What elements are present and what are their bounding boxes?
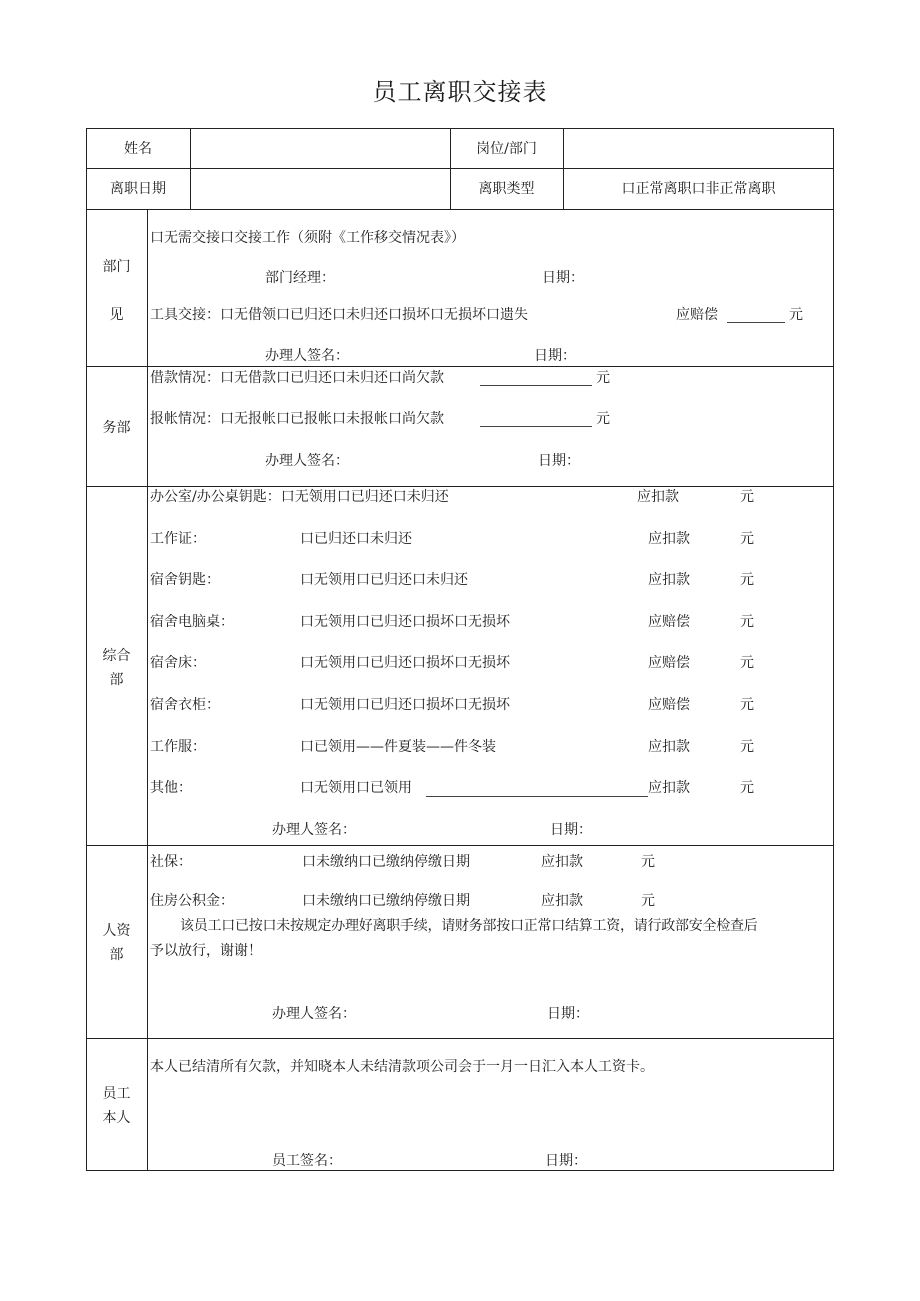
admin-item-computer-desk: 宿舍电脑桌： [150, 614, 234, 630]
leave-date-label: 离职日期 [110, 181, 166, 197]
name-field[interactable] [196, 140, 446, 160]
admin-item-office-key-amount: 应扣款 [637, 489, 679, 505]
reimburse-amount-field[interactable] [480, 426, 592, 427]
reimburse-options[interactable]: 报帐情况：口无报帐口已报帐口未报帐口尚欠款 [150, 411, 444, 427]
admin-item-wardrobe-unit: 元 [740, 697, 754, 713]
reimburse-amount-unit: 元 [596, 411, 610, 427]
admin-signer-label: 办理人签名： [272, 822, 356, 838]
tool-compensate-field[interactable] [727, 322, 785, 323]
admin-item-office-key[interactable]: 办公室/办公桌钥匙：口无领用口已归还口未归还 [150, 489, 449, 505]
hr-section-label-2: 部 [109, 947, 124, 963]
admin-item-work-card-options[interactable]: 口已归还口未归还 [300, 531, 412, 547]
col-divider [190, 128, 191, 209]
employee-section-label-2: 本人 [102, 1110, 131, 1126]
dept-manager-date-label: 日期： [542, 270, 584, 286]
admin-item-bed-unit: 元 [740, 655, 754, 671]
housing-fund-unit: 元 [641, 893, 655, 909]
hr-section-label-1: 人资 [102, 923, 131, 939]
admin-item-uniform-amount: 应扣款 [648, 739, 690, 755]
social-insurance-amount: 应扣款 [541, 854, 583, 870]
admin-item-office-key-unit: 元 [740, 489, 754, 505]
tool-handover-options[interactable]: 工具交接：口无借领口已归还口未归还口损坏口无损坏口遗失 [150, 307, 528, 323]
finance-section-label: 务部 [102, 420, 131, 436]
hr-signer-label: 办理人签名： [272, 1006, 356, 1022]
loan-options[interactable]: 借款情况：口无借款口已归还口未归还口尚欠款 [150, 370, 444, 386]
row-divider [86, 486, 834, 487]
work-handover-options[interactable]: 口无需交接口交接工作（须附《工作移交情况表》） [150, 230, 465, 246]
housing-fund-options[interactable]: 口未缴纳口已缴纳停缴日期 [302, 893, 470, 909]
admin-item-work-card: 工作证： [150, 531, 206, 547]
admin-item-wardrobe-options[interactable]: 口无领用口已归还口损坏口无损坏 [300, 697, 510, 713]
loan-amount-field[interactable] [480, 385, 592, 386]
row-divider [86, 1038, 834, 1039]
admin-item-dorm-key-options[interactable]: 口无领用口已归还口未归还 [300, 572, 468, 588]
admin-item-wardrobe-amount: 应赔偿 [648, 697, 690, 713]
housing-fund-label: 住房公积金： [150, 893, 234, 909]
col-divider [147, 209, 148, 1171]
hr-note-line-1[interactable]: 该员工口已按口未按规定办理好离职手续，请财务部按口正常口结算工资，请行政部安全检查后 [180, 918, 758, 934]
post-label: 岗位/部门 [476, 141, 537, 157]
row-divider [86, 168, 834, 169]
dept-section-label-2: 见 [109, 307, 124, 323]
admin-item-wardrobe: 宿舍衣柜： [150, 697, 220, 713]
finance-signer-label: 办理人签名： [265, 453, 349, 469]
form-table [86, 128, 834, 1171]
admin-item-uniform-unit: 元 [740, 739, 754, 755]
hr-signer-date-label: 日期： [547, 1006, 589, 1022]
admin-item-dorm-key: 宿舍钥匙： [150, 572, 220, 588]
employee-statement: 本人已结清所有欠款，并知晓本人未结清款项公司会于一月一日汇入本人工资卡。 [150, 1059, 654, 1075]
tool-compensate-label: 应赔偿 [676, 307, 718, 323]
leave-type-label: 离职类型 [478, 181, 535, 197]
employee-signer-date-label: 日期： [545, 1153, 587, 1169]
admin-item-uniform: 工作服： [150, 739, 206, 755]
admin-item-other: 其他： [150, 780, 192, 796]
leave-date-field[interactable] [196, 180, 446, 200]
admin-item-work-card-unit: 元 [740, 531, 754, 547]
dept-signer-label: 办理人签名： [265, 348, 349, 364]
admin-section-label-2: 部 [109, 672, 124, 688]
name-label: 姓名 [124, 141, 152, 157]
employee-signer-label: 员工签名： [272, 1153, 342, 1169]
post-field[interactable] [569, 140, 829, 160]
hr-note-line-2: 予以放行，谢谢！ [150, 943, 262, 959]
finance-signer-date-label: 日期： [538, 453, 580, 469]
page-title: 员工离职交接表 [372, 78, 548, 106]
admin-section-label-1: 综合 [102, 648, 131, 664]
row-divider [86, 845, 834, 846]
tool-compensate-unit: 元 [789, 307, 803, 323]
housing-fund-amount: 应扣款 [541, 893, 583, 909]
row-divider [86, 366, 834, 367]
admin-signer-date-label: 日期： [550, 822, 592, 838]
row-divider [86, 209, 834, 210]
admin-item-bed: 宿舍床： [150, 655, 206, 671]
admin-item-bed-options[interactable]: 口无领用口已归还口损坏口无损坏 [300, 655, 510, 671]
employee-section-label-1: 员工 [102, 1086, 131, 1102]
social-insurance-unit: 元 [641, 854, 655, 870]
admin-item-other-unit: 元 [740, 780, 754, 796]
admin-item-other-options[interactable]: 口无领用口已领用 [300, 780, 412, 796]
leave-type-options[interactable]: 口正常离职口非正常离职 [621, 181, 776, 197]
social-insurance-label: 社保： [150, 854, 192, 870]
dept-manager-label: 部门经理： [265, 270, 335, 286]
admin-item-other-field[interactable] [426, 796, 648, 797]
admin-item-computer-desk-options[interactable]: 口无领用口已归还口损坏口无损坏 [300, 614, 510, 630]
admin-item-computer-desk-amount: 应赔偿 [648, 614, 690, 630]
admin-item-dorm-key-amount: 应扣款 [648, 572, 690, 588]
social-insurance-options[interactable]: 口未缴纳口已缴纳停缴日期 [302, 854, 470, 870]
admin-item-bed-amount: 应赔偿 [648, 655, 690, 671]
dept-section-label-1: 部门 [102, 259, 131, 275]
admin-item-work-card-amount: 应扣款 [648, 531, 690, 547]
admin-item-dorm-key-unit: 元 [740, 572, 754, 588]
admin-item-other-amount: 应扣款 [648, 780, 690, 796]
admin-item-uniform-options[interactable]: 口已领用——件夏装——件冬装 [300, 739, 496, 755]
admin-item-computer-desk-unit: 元 [740, 614, 754, 630]
dept-signer-date-label: 日期： [534, 348, 576, 364]
loan-amount-unit: 元 [596, 370, 610, 386]
